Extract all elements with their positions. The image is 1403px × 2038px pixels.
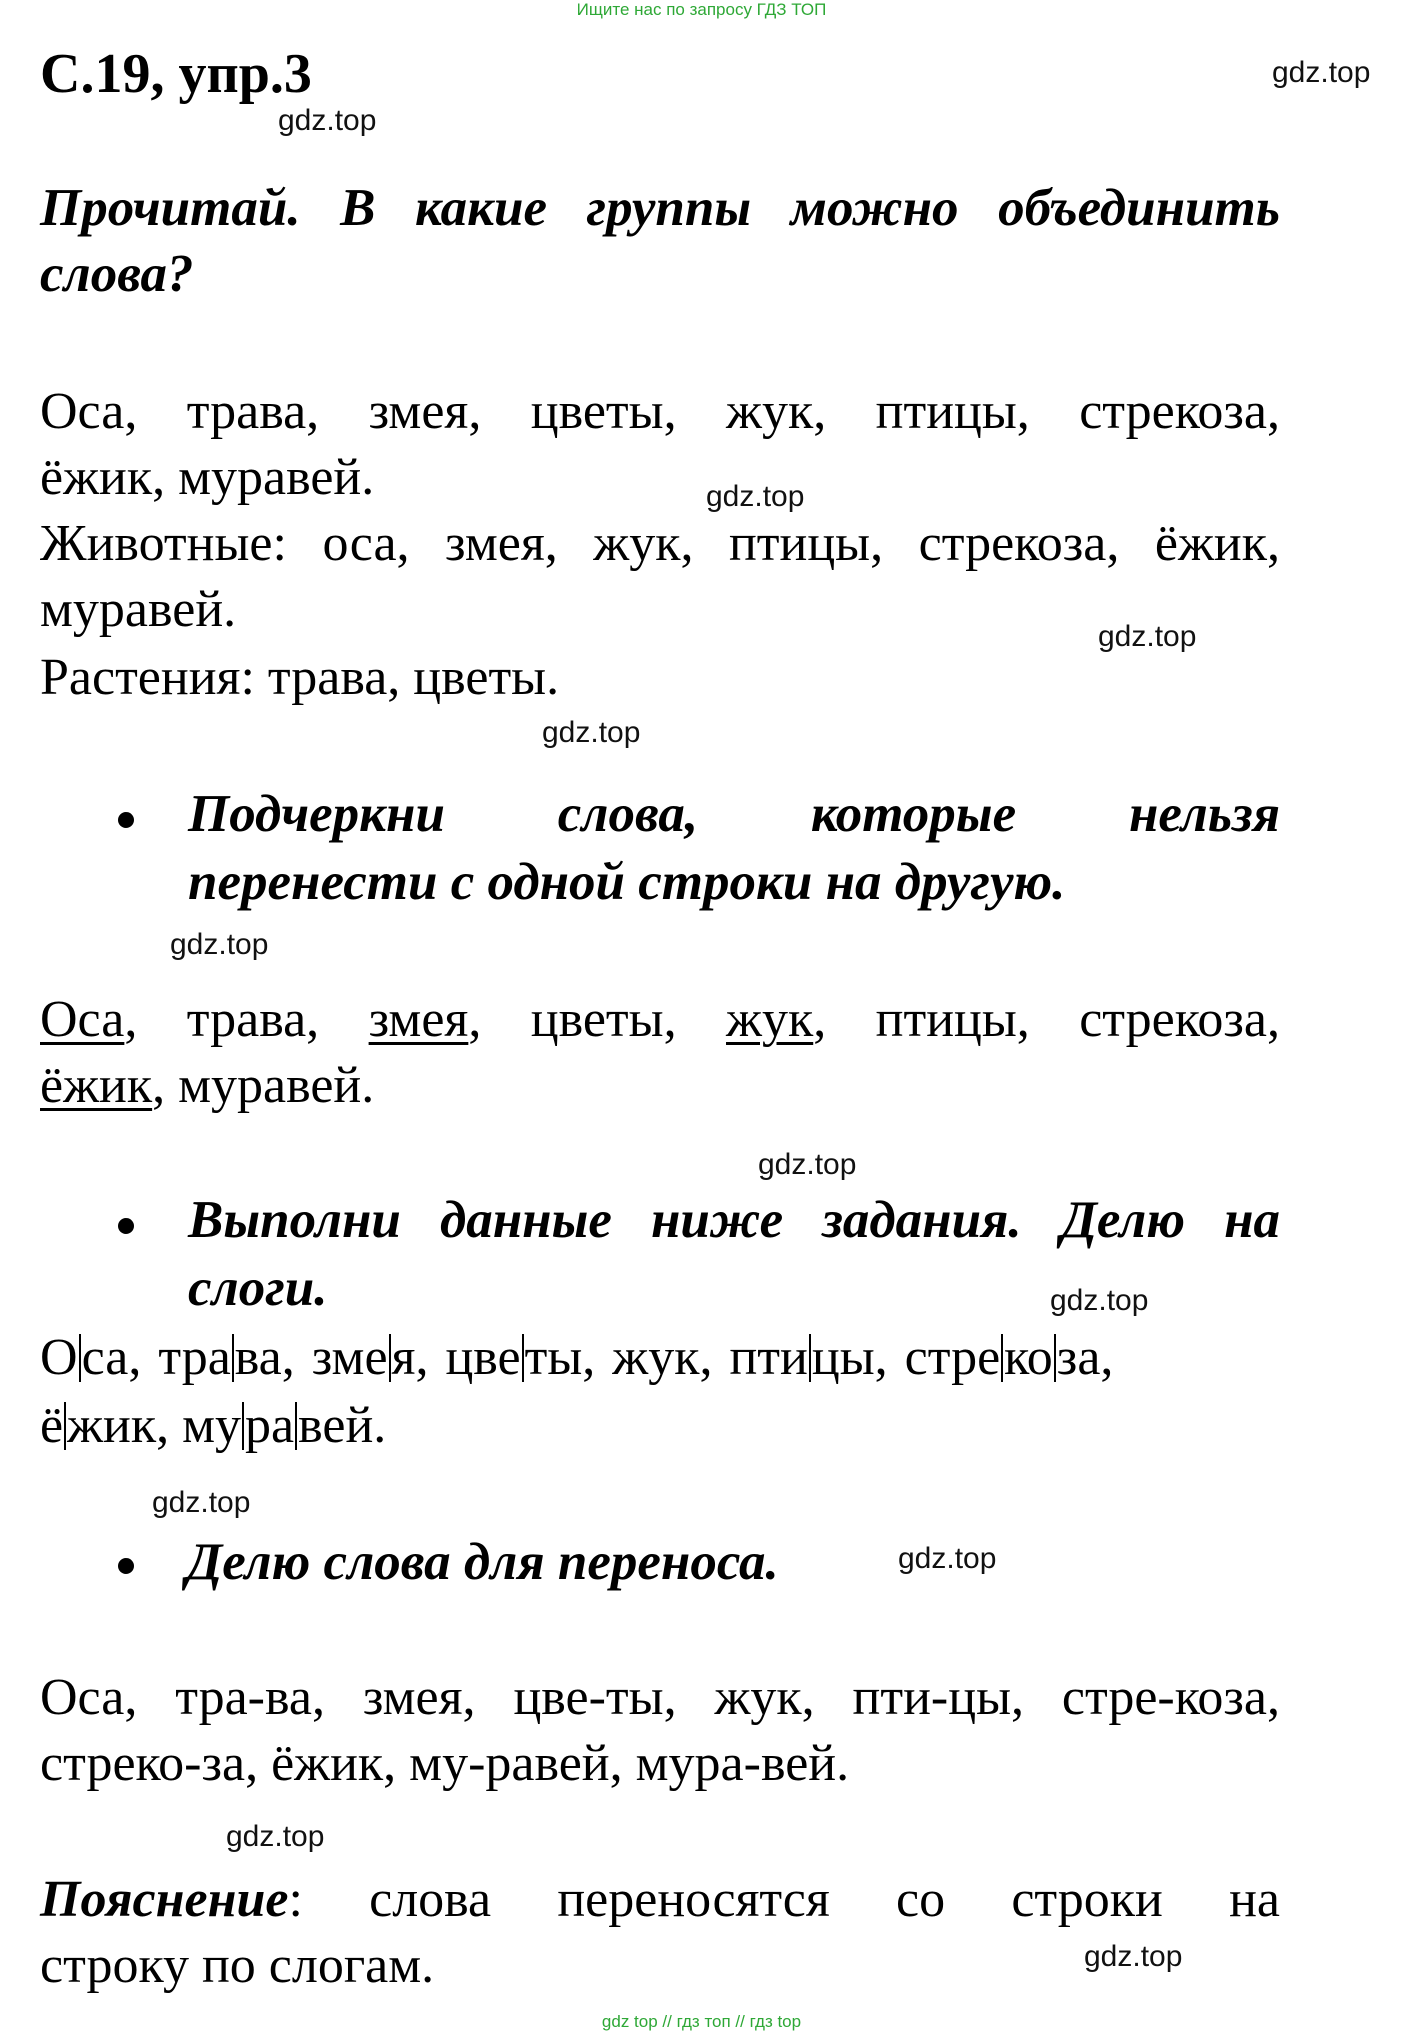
syllable-divider — [242, 1402, 244, 1450]
syllable: цы, стре — [811, 1329, 1001, 1386]
text-line: Животные: оса, змея, жук, птицы, стрекоза, ёжик, — [40, 515, 1280, 572]
watermark: gdz.top — [1098, 620, 1197, 653]
watermark: gdz.top — [1084, 1940, 1183, 1973]
watermark: gdz.top — [898, 1542, 997, 1575]
syllable-divider — [64, 1402, 66, 1450]
watermark: gdz.top — [1050, 1284, 1149, 1317]
syllable: ра — [245, 1397, 295, 1454]
syllable-divider — [232, 1334, 234, 1382]
syllable: ва, зме — [234, 1329, 388, 1386]
syllable: са, тра — [81, 1329, 231, 1386]
text-span: , муравей. — [152, 1057, 375, 1114]
syllable-divider — [1054, 1334, 1056, 1382]
exercise-heading: С.19, упр.3 — [40, 43, 312, 105]
underlined-word: змея — [368, 991, 469, 1048]
explanation-line — [40, 1870, 1280, 1929]
watermark: gdz.top — [278, 104, 377, 137]
syllable: за, — [1056, 1329, 1114, 1386]
syllable-divider — [522, 1334, 524, 1382]
bullet — [118, 812, 134, 828]
watermark: gdz.top — [542, 716, 641, 749]
explanation-label: Пояснение — [40, 1871, 289, 1928]
syllable-divider — [1001, 1334, 1003, 1382]
watermark: gdz.top — [170, 928, 269, 961]
underlined-words-line — [40, 1056, 374, 1115]
bottom-banner: gdz top // гдз топ // гдз top — [601, 2012, 802, 2031]
bullet — [118, 1558, 134, 1574]
hyphen-line: стреко-за, ёжик, му-равей, мура-вей. — [40, 1735, 850, 1792]
text-line: ёжик, муравей. — [40, 449, 375, 506]
watermark: gdz.top — [758, 1148, 857, 1181]
syllable: ё — [40, 1397, 64, 1454]
task-line: Делю слова для переноса. — [186, 1533, 779, 1591]
underlined-words-line — [40, 990, 1280, 1049]
explanation-line: строку по слогам. — [40, 1937, 435, 1994]
text-line: Растения: трава, цветы. — [40, 649, 560, 706]
watermark: gdz.top — [226, 1820, 325, 1853]
underlined-word: ёжик — [40, 1057, 153, 1114]
syllable: вей. — [298, 1397, 387, 1454]
underlined-word: Оса — [40, 991, 125, 1048]
syllable: я, цве — [391, 1329, 521, 1386]
task-line: Выполни данные ниже задания. Делю на — [188, 1191, 1280, 1249]
syllable-divider — [295, 1402, 297, 1450]
watermark: gdz.top — [1272, 56, 1371, 89]
hyphen-line: Оса, тра-ва, змея, цве-ты, жук, пти-цы, стре-коза, — [40, 1669, 1280, 1726]
syllable-divider — [389, 1334, 391, 1382]
top-banner: Ищите нас по запросу ГДЗ ТОП — [576, 0, 827, 19]
syllables-line — [40, 1396, 386, 1455]
explanation-text: : слова переносятся со строки на — [288, 1871, 1280, 1928]
text-span: , птицы, стрекоза, — [813, 991, 1280, 1048]
watermark: gdz.top — [706, 480, 805, 513]
text-line: Оса, трава, змея, цветы, жук, птицы, стрекоза, — [40, 383, 1280, 440]
syllable-divider — [79, 1334, 81, 1382]
text-line: муравей. — [40, 581, 237, 638]
watermark: gdz.top — [152, 1486, 251, 1519]
syllables-line — [40, 1328, 1113, 1387]
task-line: перенести с одной строки на другую. — [188, 853, 1066, 911]
text-span: , трава, — [124, 991, 369, 1048]
syllable: жик, му — [67, 1397, 242, 1454]
task-line: слоги. — [188, 1259, 328, 1317]
syllable-divider — [809, 1334, 811, 1382]
syllable: ты, жук, пти — [524, 1329, 808, 1386]
syllable: О — [40, 1329, 78, 1386]
text-span: , цветы, — [468, 991, 727, 1048]
underlined-word: жук — [726, 991, 814, 1048]
task-line: Подчеркни слова, которые нельзя — [188, 785, 1280, 843]
bullet — [118, 1218, 134, 1234]
task-line: слова? — [40, 245, 194, 303]
syllable: ко — [1004, 1329, 1053, 1386]
task-line: Прочитай. В какие группы можно объединить — [40, 179, 1280, 237]
